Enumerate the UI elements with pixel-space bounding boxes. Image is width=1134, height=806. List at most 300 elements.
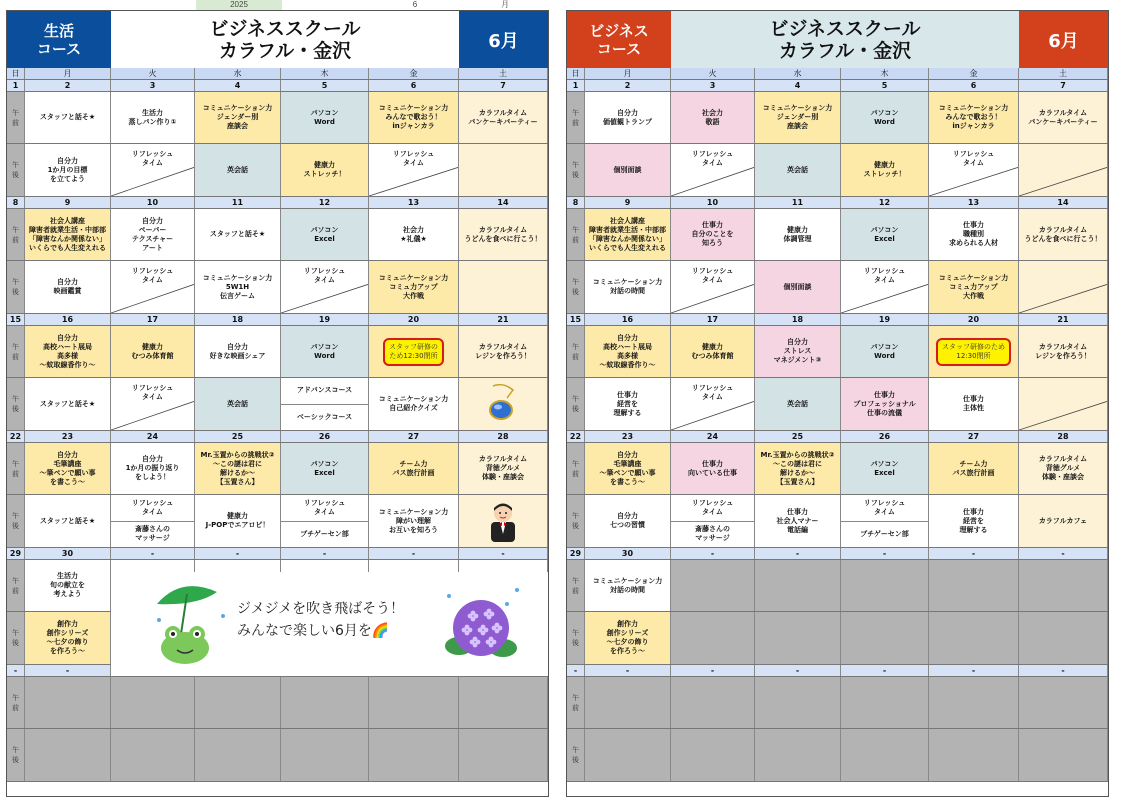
schedule-cell: 個別面談	[585, 144, 671, 196]
schedule-cell: スタッフと話そ★	[25, 92, 111, 143]
schedule-cell: パソコン Word	[841, 92, 929, 143]
schedule-cell	[111, 677, 195, 728]
schedule-cell: 創作力 創作シリーズ ～七夕の飾り を作ろう～	[585, 612, 671, 664]
date-number: 27	[929, 431, 1019, 442]
school-title: ビジネススクール カラフル・金沢	[671, 11, 1019, 68]
date-number: -	[369, 548, 459, 559]
morning-label: 午 前	[567, 677, 585, 728]
weekday-cell: 月	[25, 68, 111, 79]
morning-row	[7, 92, 548, 144]
date-number: -	[111, 548, 195, 559]
date-number: -	[1019, 548, 1108, 559]
date-number: -	[281, 548, 369, 559]
diagonal-slash	[111, 261, 194, 313]
date-number: 4	[195, 80, 281, 91]
schedule-cell	[585, 677, 671, 728]
date-number: 30	[25, 548, 111, 559]
schedule-cell: リフレッシュ タイム	[841, 261, 929, 313]
afternoon-row	[567, 144, 1108, 197]
schedule-cell	[1019, 677, 1108, 728]
schedule-cell: リフレッシュ タイム	[929, 144, 1019, 196]
date-number: 10	[671, 197, 755, 208]
waiter-icon	[483, 498, 523, 544]
diagonal-slash	[1019, 144, 1107, 196]
split-item: リフレッシュ タイム	[281, 495, 368, 522]
morning-label: 午 前	[7, 443, 25, 494]
date-number: 28	[459, 431, 548, 442]
weekday-cell: 土	[459, 68, 548, 79]
date-number: 23	[585, 431, 671, 442]
schedule-cell: Mr.玉置からの挑戦状② ～この謎は君に 解けるか～ 【玉置さん】	[755, 443, 841, 494]
schedule-cell: 社会人講座 障害者就業生活・中部部 「障害なんか関係ない」 いくらでも人生変えれる	[585, 209, 671, 260]
schedule-cell: コミュニケーション力 ジェンダー別 座談会	[755, 92, 841, 143]
morning-row	[567, 326, 1108, 378]
schedule-cell	[755, 612, 841, 664]
diagonal-slash	[671, 144, 754, 196]
schedule-cell: 健康力 J-POPでエアロビ！	[195, 495, 281, 547]
afternoon-label: 午 後	[7, 144, 25, 196]
schedule-cell: 英会話	[195, 144, 281, 196]
morning-row	[567, 677, 1108, 729]
date-number: 15	[567, 314, 585, 325]
schedule-cell	[1019, 144, 1108, 196]
date-number: 29	[567, 548, 585, 559]
date-number: 20	[929, 314, 1019, 325]
weekday-row	[567, 68, 1108, 80]
split-item: 斎藤さんの マッサージ	[695, 525, 730, 543]
schedule-cell: 英会話	[755, 144, 841, 196]
schedule-cell: コミュニケーション力 5W1H 伝言ゲーム	[195, 261, 281, 313]
schedule-cell	[929, 729, 1019, 781]
schedule-cell: パソコン Excel	[841, 209, 929, 260]
schedule-cell: パソコン Word	[841, 326, 929, 377]
schedule-cell: リフレッシュ タイム	[111, 144, 195, 196]
schedule-cell: リフレッシュ タイム	[111, 261, 195, 313]
date-number: 21	[459, 314, 548, 325]
schedule-cell: カラフルタイム うどんを食べに行こう！	[459, 209, 548, 260]
weekday-cell: 水	[195, 68, 281, 79]
schedule-cell: 生活力 蒸しパン作り①	[111, 92, 195, 143]
morning-row	[7, 677, 548, 729]
date-number: 12	[281, 197, 369, 208]
date-number: 5	[281, 80, 369, 91]
afternoon-row	[567, 378, 1108, 431]
afternoon-row	[567, 261, 1108, 314]
morning-row	[567, 560, 1108, 612]
schedule-cell: 仕事力 プロフェッショナル 仕事の流儀	[841, 378, 929, 430]
afternoon-row	[7, 495, 548, 548]
resin-pendant-icon	[485, 384, 521, 424]
date-number: -	[25, 665, 111, 676]
schedule-cell	[841, 560, 929, 611]
schedule-cell: 社会人講座 障害者就業生活・中部部 「障害なんか関係ない」 いくらでも人生変えれる	[25, 209, 111, 260]
date-number: 20	[369, 314, 459, 325]
date-number: 27	[369, 431, 459, 442]
schedule-cell: コミュニケーション力 みんなで歌おう！ inジャンカラ	[369, 92, 459, 143]
schedule-cell: チーム力 バス旅行計画	[929, 443, 1019, 494]
date-number: 12	[841, 197, 929, 208]
life-course-calendar	[6, 10, 549, 797]
morning-row	[7, 209, 548, 261]
date-number: -	[1019, 665, 1108, 676]
schedule-cell: 自分力 好きな映画シェア	[195, 326, 281, 377]
schedule-cell	[841, 729, 929, 781]
date-number: -	[929, 548, 1019, 559]
schedule-cell: チーム力 バス旅行計画	[369, 443, 459, 494]
morning-row	[7, 326, 548, 378]
schedule-cell	[459, 677, 548, 728]
schedule-cell: 社会力 敬語	[671, 92, 755, 143]
afternoon-row	[567, 612, 1108, 665]
schedule-cell	[585, 729, 671, 781]
schedule-cell	[281, 378, 369, 430]
date-number: 8	[7, 197, 25, 208]
schedule-cell: 自分力 高校ハート展局 高多様 ～蚊取線香作り～	[585, 326, 671, 377]
afternoon-label: 午 後	[7, 729, 25, 781]
afternoon-row	[567, 495, 1108, 548]
closing-notice: スタッフ研修のため 12:30閉所	[936, 338, 1011, 366]
date-number-row	[7, 314, 548, 326]
date-number: 24	[671, 431, 755, 442]
date-number-row	[567, 197, 1108, 209]
schedule-cell	[755, 560, 841, 611]
date-number: 13	[929, 197, 1019, 208]
schedule-cell: リフレッシュ タイム	[369, 144, 459, 196]
date-number: 25	[755, 431, 841, 442]
split-item: リフレッシュ タイム	[111, 495, 194, 522]
schedule-cell: 自分力 1か月の目標 を立てよう	[25, 144, 111, 196]
hydrangea-icon	[437, 576, 527, 672]
schedule-cell: 自分力 毛筆講座 ～筆ペンで願い事 を書こう～	[25, 443, 111, 494]
date-number-row	[567, 665, 1108, 677]
diagonal-slash	[111, 144, 194, 196]
schedule-cell	[1019, 261, 1108, 313]
date-number: 24	[111, 431, 195, 442]
weekday-cell: 木	[841, 68, 929, 79]
date-number: -	[671, 548, 755, 559]
schedule-cell: スタッフと話そ★	[25, 378, 111, 430]
date-number: 22	[7, 431, 25, 442]
date-number: 14	[1019, 197, 1108, 208]
date-number: 5	[841, 80, 929, 91]
schedule-cell	[25, 677, 111, 728]
schedule-cell: カラフルタイム うどんを食べに行こう！	[1019, 209, 1108, 260]
afternoon-row	[7, 729, 548, 782]
schedule-cell: パソコン Word	[281, 92, 369, 143]
date-number: -	[195, 548, 281, 559]
date-number: 13	[369, 197, 459, 208]
diagonal-slash	[1019, 378, 1107, 430]
date-number: 22	[567, 431, 585, 442]
schedule-cell: 健康力 ストレッチ！	[281, 144, 369, 196]
schedule-cell: リフレッシュ タイム	[671, 261, 755, 313]
date-number: 21	[1019, 314, 1108, 325]
date-number-row	[567, 314, 1108, 326]
schedule-cell: コミュニケーション力 障がい理解 お互いを知ろう	[369, 495, 459, 547]
schedule-cell	[929, 677, 1019, 728]
schedule-cell	[755, 677, 841, 728]
schedule-cell	[369, 677, 459, 728]
schedule-cell: カラフルタイム パンケーキパーティー	[1019, 92, 1108, 143]
date-number: -	[585, 665, 671, 676]
schedule-cell: 仕事力 経営を 理解する	[585, 378, 671, 430]
weekday-cell: 土	[1019, 68, 1108, 79]
date-number: 3	[111, 80, 195, 91]
date-number: 19	[841, 314, 929, 325]
month-num-cell: 6	[412, 0, 418, 9]
weekday-row	[7, 68, 548, 80]
course-label: ビジネス コース	[567, 11, 671, 68]
date-number: -	[671, 665, 755, 676]
date-number: 1	[7, 80, 25, 91]
schedule-cell: 個別面談	[755, 261, 841, 313]
afternoon-row	[567, 729, 1108, 782]
date-number: 18	[755, 314, 841, 325]
schedule-cell: スタッフと話そ★	[25, 495, 111, 547]
date-number: 25	[195, 431, 281, 442]
schedule-cell: 健康力 むつみ体育館	[111, 326, 195, 377]
closing-notice: スタッフ研修の ため12:30閉所	[383, 338, 444, 366]
date-number: 19	[281, 314, 369, 325]
afternoon-label: 午 後	[567, 495, 585, 547]
schedule-cell	[929, 326, 1019, 377]
morning-label: 午 前	[567, 209, 585, 260]
date-number: -	[567, 665, 585, 676]
diagonal-slash	[111, 378, 194, 430]
afternoon-label: 午 後	[7, 612, 25, 664]
date-number: -	[841, 548, 929, 559]
schedule-cell: 仕事力 向いている仕事	[671, 443, 755, 494]
weekday-cell: 金	[369, 68, 459, 79]
schedule-cell: 自分力 高校ハート展局 高多様 ～蚊取線香作り～	[25, 326, 111, 377]
date-number: 6	[929, 80, 1019, 91]
weekday-cell: 金	[929, 68, 1019, 79]
schedule-cell	[671, 560, 755, 611]
date-number-row	[567, 431, 1108, 443]
morning-row	[567, 209, 1108, 261]
schedule-cell: 創作力 創作シリーズ ～七夕の飾り を作ろう～	[25, 612, 111, 664]
split-item: プチゲーセン部	[300, 529, 349, 538]
schedule-cell: コミュニケーション力 対話の時間	[585, 261, 671, 313]
date-number: 16	[585, 314, 671, 325]
schedule-cell: リフレッシュ タイム	[671, 144, 755, 196]
afternoon-label: 午 後	[567, 378, 585, 430]
schedule-cell	[195, 729, 281, 781]
date-number: 30	[585, 548, 671, 559]
schedule-cell	[841, 612, 929, 664]
morning-row	[567, 92, 1108, 144]
date-number: 11	[195, 197, 281, 208]
diagonal-slash	[841, 261, 928, 313]
schedule-cell: リフレッシュ タイム	[281, 261, 369, 313]
schedule-cell: 健康力 体調管理	[755, 209, 841, 260]
date-number: 26	[841, 431, 929, 442]
top-strip	[0, 0, 1134, 10]
date-number: 3	[671, 80, 755, 91]
afternoon-row	[7, 261, 548, 314]
schedule-cell	[671, 677, 755, 728]
date-number: 2	[585, 80, 671, 91]
schedule-cell: 仕事力 自分のことを 知ろう	[671, 209, 755, 260]
afternoon-label: 午 後	[567, 612, 585, 664]
schedule-cell: 仕事力 職種別 求められる人材	[929, 209, 1019, 260]
schedule-cell: 生活力 旬の献立を 考えよう	[25, 560, 111, 611]
date-number: -	[755, 665, 841, 676]
date-number: -	[7, 665, 25, 676]
morning-label: 午 前	[567, 92, 585, 143]
date-number: 14	[459, 197, 548, 208]
weekday-cell: 日	[7, 68, 25, 79]
date-number: 26	[281, 431, 369, 442]
weekday-cell: 火	[671, 68, 755, 79]
morning-label: 午 前	[567, 326, 585, 377]
schedule-cell	[459, 729, 548, 781]
schedule-cell	[671, 495, 755, 547]
split-item: ベーシックコース	[296, 412, 353, 421]
month-label: 6月	[459, 11, 548, 68]
split-item: プチゲーセン部	[860, 529, 909, 538]
date-number: 15	[7, 314, 25, 325]
schedule-cell: コミュニケーション力 自己紹介クイズ	[369, 378, 459, 430]
weekday-cell: 月	[585, 68, 671, 79]
date-number: 23	[25, 431, 111, 442]
date-number: 6	[369, 80, 459, 91]
schedule-cell	[841, 677, 929, 728]
date-number: 17	[111, 314, 195, 325]
course-label: 生活 コース	[7, 11, 111, 68]
schedule-cell	[195, 677, 281, 728]
schedule-cell: リフレッシュ タイム	[671, 378, 755, 430]
date-number: -	[929, 665, 1019, 676]
date-number: 29	[7, 548, 25, 559]
morning-label: 午 前	[567, 443, 585, 494]
schedule-cell: カラフルタイム 背徳グルメ 体験・座談会	[459, 443, 548, 494]
year-cell: 2025	[196, 0, 282, 10]
schedule-cell	[281, 729, 369, 781]
schedule-cell: カラフルタイム レジンを作ろう！	[459, 326, 548, 377]
schedule-cell: 仕事力 主体性	[929, 378, 1019, 430]
weekday-cell: 日	[567, 68, 585, 79]
schedule-cell	[459, 261, 548, 313]
schedule-cell: カラフルタイム 背徳グルメ 体験・座談会	[1019, 443, 1108, 494]
morning-row	[567, 443, 1108, 495]
schedule-cell	[671, 612, 755, 664]
schedule-cell: コミュニケーション力 コミュ力アップ 大作戦	[369, 261, 459, 313]
date-number: 9	[585, 197, 671, 208]
diagonal-slash	[929, 144, 1018, 196]
schedule-cell: 社会力 ★礼儀★	[369, 209, 459, 260]
schedule-cell	[459, 144, 548, 196]
weekday-cell: 木	[281, 68, 369, 79]
schedule-cell: 健康力 むつみ体育館	[671, 326, 755, 377]
afternoon-label: 午 後	[567, 729, 585, 781]
schedule-cell	[1019, 612, 1108, 664]
schedule-cell: パソコン Excel	[841, 443, 929, 494]
afternoon-label: 午 後	[567, 261, 585, 313]
rainy-season-banner	[111, 572, 548, 677]
schedule-cell	[111, 495, 195, 547]
schedule-cell: スタッフと話そ★	[195, 209, 281, 260]
date-number-row	[7, 197, 548, 209]
business-course-calendar	[566, 10, 1109, 797]
schedule-cell: 自分力 1か月の振り返り をしよう！	[111, 443, 195, 494]
split-item: リフレッシュ タイム	[671, 495, 754, 522]
morning-label: 午 前	[7, 560, 25, 611]
schedule-cell	[929, 560, 1019, 611]
date-number-row	[7, 80, 548, 92]
date-number: 1	[567, 80, 585, 91]
date-number: 17	[671, 314, 755, 325]
schedule-cell	[1019, 560, 1108, 611]
afternoon-row	[7, 144, 548, 197]
date-number: 18	[195, 314, 281, 325]
date-number: 10	[111, 197, 195, 208]
schedule-cell: カラフルタイム パンケーキパーティー	[459, 92, 548, 143]
schedule-cell: 自分力 ストレス マネジメント③	[755, 326, 841, 377]
schedule-cell	[281, 495, 369, 547]
date-number: 28	[1019, 431, 1108, 442]
date-number: -	[459, 548, 548, 559]
date-number: 4	[755, 80, 841, 91]
schedule-cell	[929, 612, 1019, 664]
schedule-cell: パソコン Excel	[281, 443, 369, 494]
date-number: 8	[567, 197, 585, 208]
calendar-header	[7, 11, 548, 68]
schedule-cell: 自分力 価値観トランプ	[585, 92, 671, 143]
date-number: 7	[459, 80, 548, 91]
schedule-cell	[369, 729, 459, 781]
date-number-row	[7, 548, 548, 560]
schedule-cell	[459, 495, 548, 547]
banner-message: ジメジメを吹き飛ばそう！ みんなで楽しい6月を🌈	[237, 601, 405, 639]
schedule-cell	[755, 729, 841, 781]
date-number-row	[7, 431, 548, 443]
weekday-cell: 火	[111, 68, 195, 79]
date-number: 9	[25, 197, 111, 208]
month-char-cell: 月	[501, 0, 509, 9]
afternoon-label: 午 後	[7, 378, 25, 430]
school-title: ビジネススクール カラフル・金沢	[111, 11, 459, 68]
schedule-cell	[1019, 729, 1108, 781]
schedule-cell: コミュニケーション力 みんなで歌おう！ inジャンカラ	[929, 92, 1019, 143]
morning-label: 午 前	[7, 326, 25, 377]
diagonal-slash	[1019, 261, 1107, 313]
schedule-cell: 英会話	[755, 378, 841, 430]
schedule-cell	[841, 495, 929, 547]
diagonal-slash	[671, 261, 754, 313]
afternoon-label: 午 後	[567, 144, 585, 196]
schedule-cell	[111, 729, 195, 781]
schedule-cell: 自分力 七つの習慣	[585, 495, 671, 547]
schedule-cell: パソコン Word	[281, 326, 369, 377]
morning-label: 午 前	[7, 209, 25, 260]
schedule-cell: 自分力 映画鑑賞	[25, 261, 111, 313]
date-number: -	[755, 548, 841, 559]
schedule-cell: コミュニケーション力 対話の時間	[585, 560, 671, 611]
schedule-cell: 仕事力 経営を 理解する	[929, 495, 1019, 547]
split-item: アドバンスコース	[281, 378, 368, 405]
split-item: 斎藤さんの マッサージ	[135, 525, 170, 543]
afternoon-row	[7, 378, 548, 431]
schedule-cell	[459, 378, 548, 430]
schedule-cell	[281, 677, 369, 728]
date-number: 16	[25, 314, 111, 325]
schedule-cell: パソコン Excel	[281, 209, 369, 260]
date-number: -	[841, 665, 929, 676]
calendar-header	[567, 11, 1108, 68]
date-number: 11	[755, 197, 841, 208]
morning-label: 午 前	[567, 560, 585, 611]
